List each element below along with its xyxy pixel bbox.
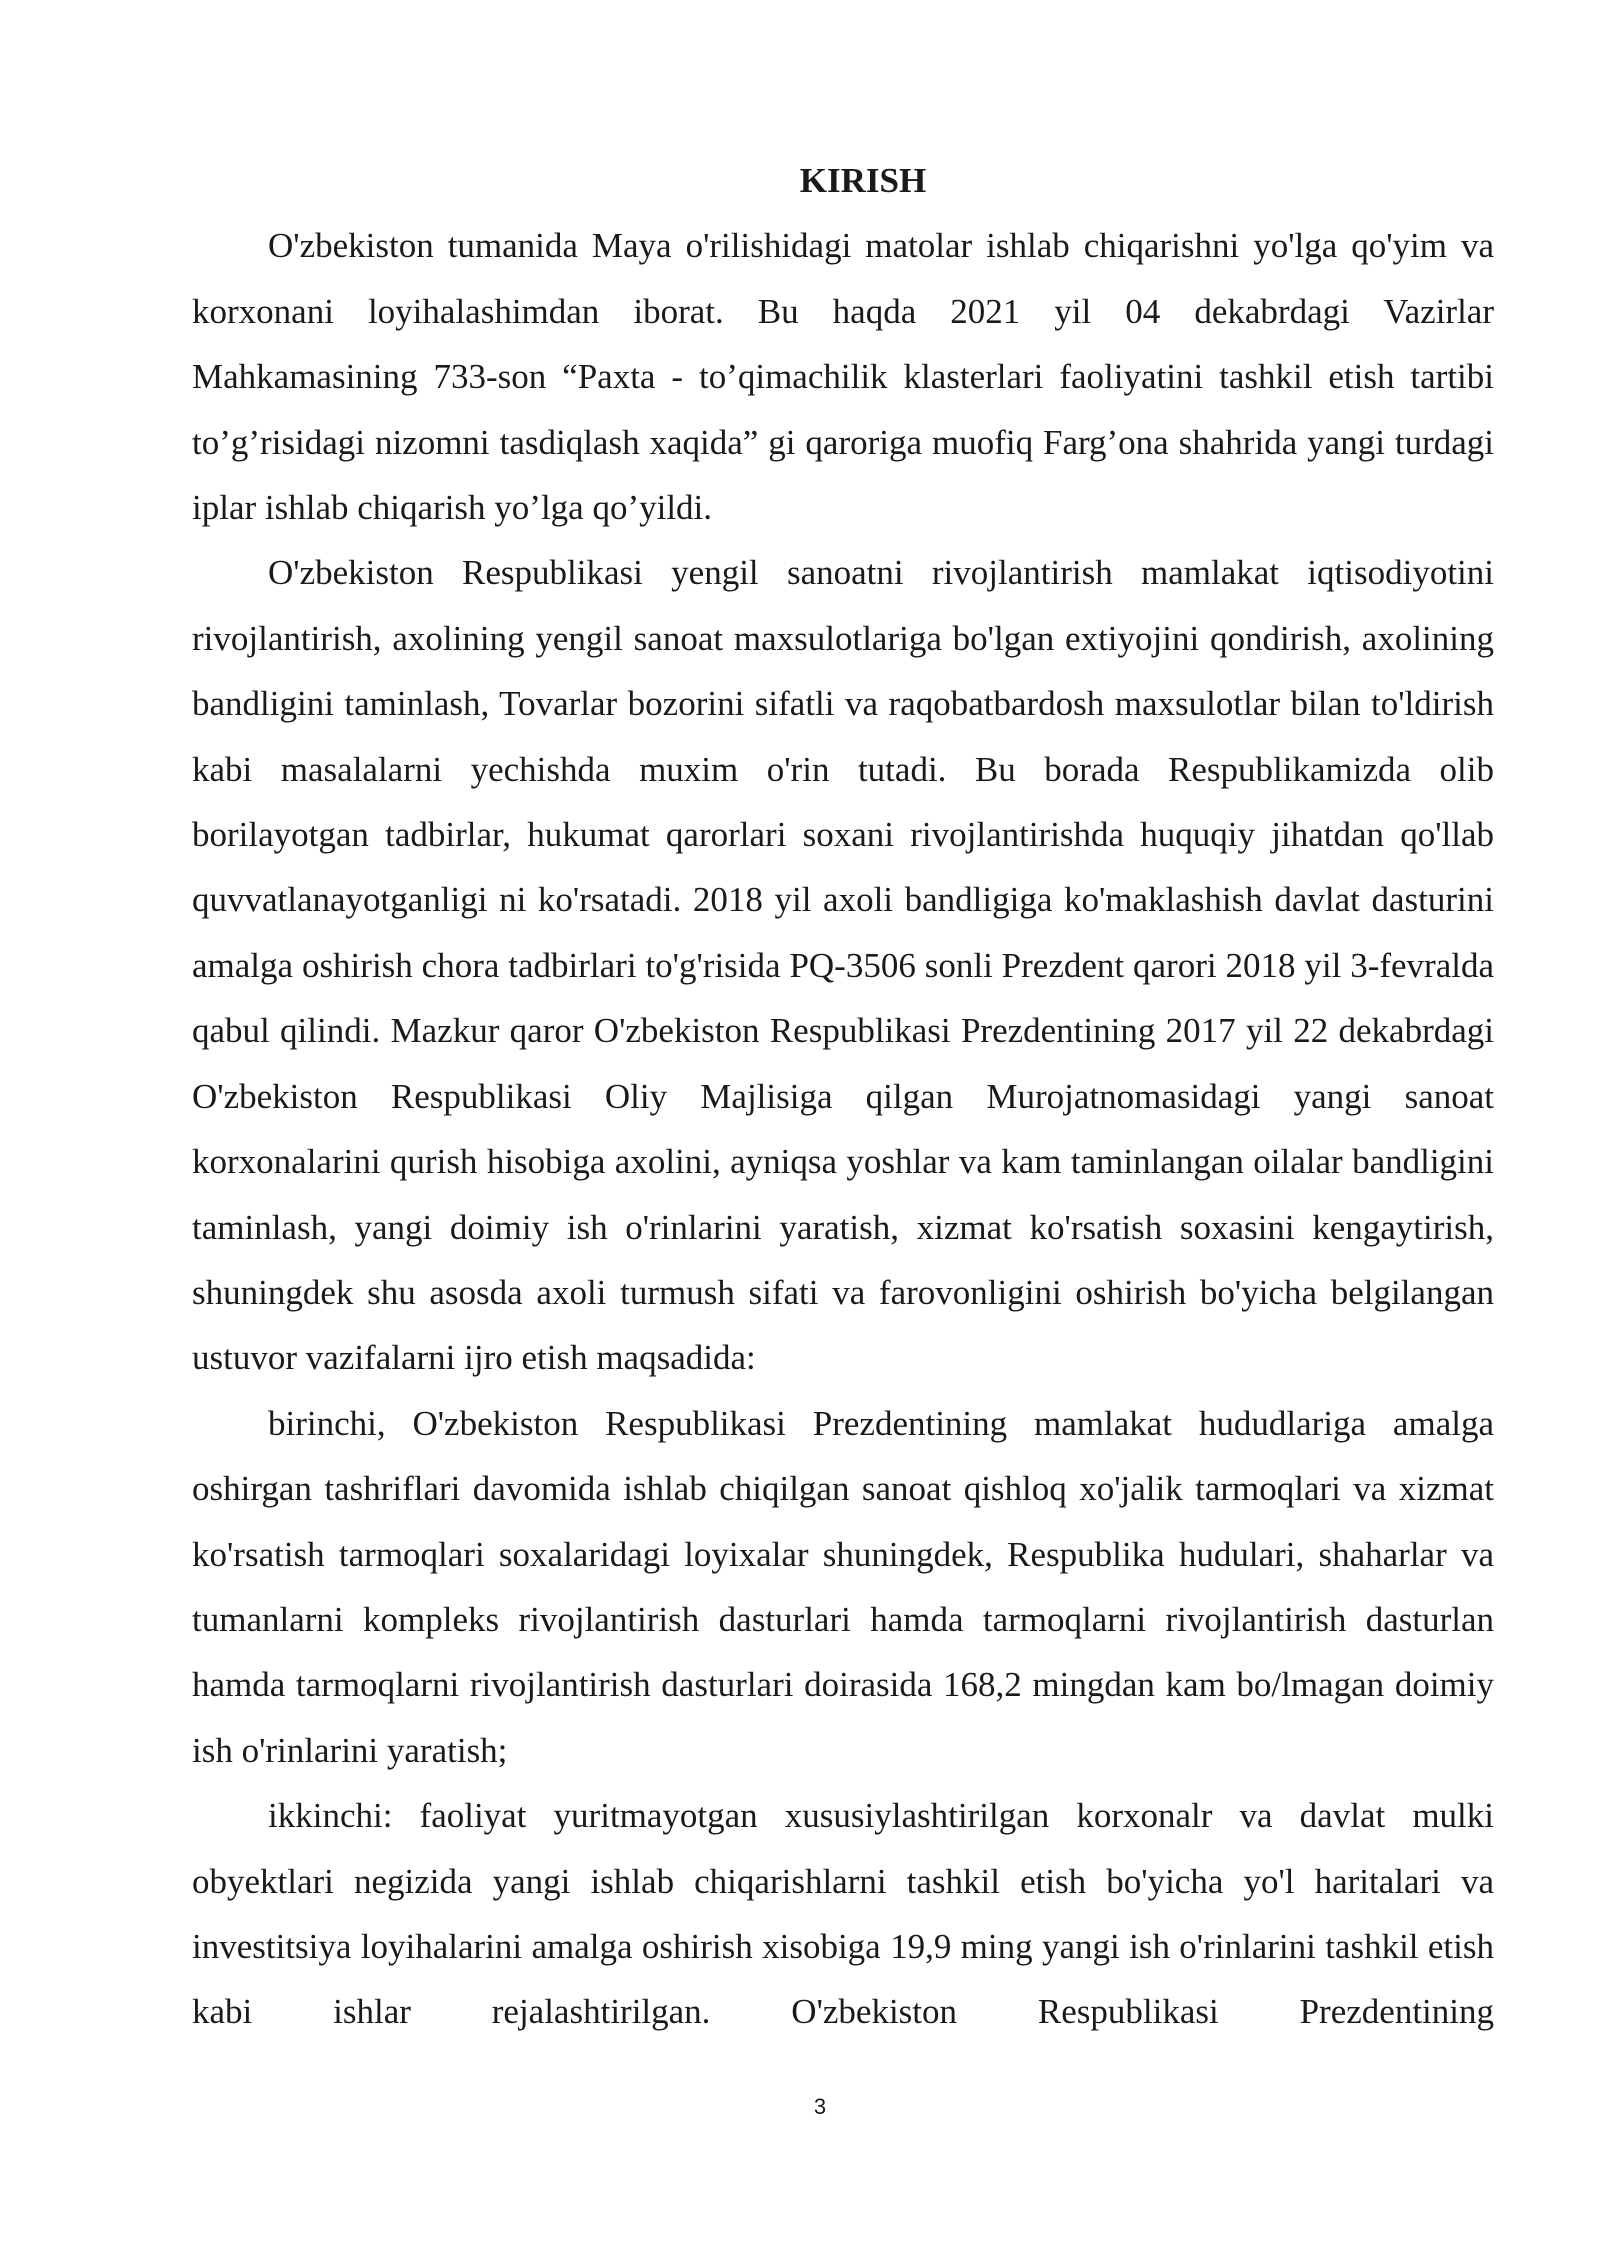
paragraph-second-point: ikkinchi: faoliyat yuritmayotgan xususiylashtirilgan korxonalr va davlat mulki obyektlari negizida yangi ishlab chiqarishlarni tashkil etish bo'yicha yo'l haritalari va investitsiya loyihalarini amalga oshirish xisobiga 19,9 ming yangi ish o'rinlarini tashkil etish kabi ishlar rejalashtirilgan. O'zbekiston Respublikasi Prezdentining [192,1796,1494,2032]
section-title: KIRISH [799,161,927,200]
paragraph-first-point: birinchi, O'zbekiston Respublikasi Prezdentining mamlakat hududlariga amalga oshirgan tashriflari davomida ishlab chiqilgan sanoat qishloq xo'jalik tarmoqlari va xizmat ko'rsatish tarmoqlari soxalaridagi loyixalar shuningdek, Respublika hudulari, shaharlar va tumanlarni kompleks rivojlantirish dasturlari hamda tarmoqlarni rivojlantirish dasturlan hamda tarmoqlarni rivojlantirish dasturlari doirasida 168,2 mingdan kam bo/lmagan doimiy ish o'rinlarini yaratish; [192,1403,1494,1770]
page-number: 3 [813,2094,827,2119]
paragraph-light-industry: O'zbekiston Respublikasi yengil sanoatni rivojlantirish mamlakat iqtisodiyotini rivojlantirish, axolining yengil sanoat maxsulotlariga bo'lgan extiyojini qondirish, axolining bandligini taminlash, Tovarlar bozorini sifatli va raqobatbardosh maxsulotlar bilan to'ldirish kabi masalalarni yechishda muxim o'rin tutadi. Bu borada Respublikamizda olib borilayotgan tadbirlar, hukumat qarorlari soxani rivojlantirishda huquqiy jihatdan qo'llab quvvatlanayotganligi ni ko'rsatadi. 2018 yil axoli bandligiga ko'maklashish davlat dasturini amalga oshirish chora tadbirlari to'g'risida PQ-3506 sonli Prezdent qarori 2018 yil 3-fevralda qabul qilindi. Mazkur qaror O'zbekiston Respublikasi Prezdentining 2017 yil 22 dekabrdagi O'zbekiston Respublikasi Oliy Majlisiga qilgan Murojatnomasidagi yangi sanoat korxonalarini qurish hisobiga axolini, ayniqsa yoshlar va kam taminlangan oilalar bandligini taminlash, yangi doimiy ish o'rinlarini yaratish, xizmat ko'rsatish soxasini kengaytirish, shuningdek shu asosda axoli turmush sifati va farovonligini oshirish bo'yicha belgilangan ustuvor vazifalarni ijro etish maqsadida: [192,553,1494,1378]
document-body [192,148,1494,2045]
paragraph-intro: O'zbekiston tumanida Maya o'rilishidagi matolar ishlab chiqarishni yo'lga qo'yim va korxonani loyihalashimdan iborat. Bu haqda 2021 yil 04 dekabrdagi Vazirlar Mahkamasining 733-son “Paxta - to’qimachilik klasterlari faoliyatini tashkil etish tartibi to’g’risidagi nizomni tasdiqlash xaqida” gi qaroriga muofiq Farg’ona shahrida yangi turdagi iplar ishlab chiqarish yo’lga qo’yildi. [192,226,1494,528]
